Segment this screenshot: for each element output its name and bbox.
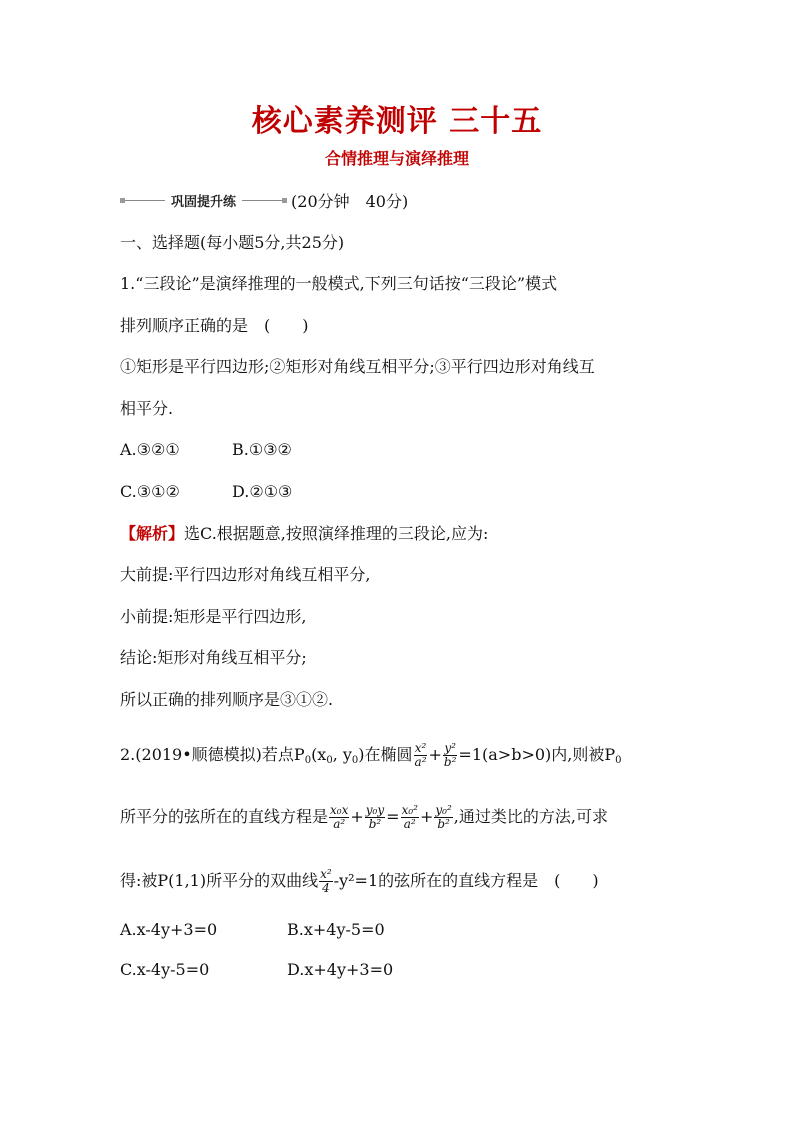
q1-analysis (120, 524, 488, 544)
fraction (319, 868, 333, 895)
equals-sign: = (386, 807, 400, 826)
fraction-numerator: x² (320, 867, 332, 881)
page-subtitle: 合情推理与演绎推理 (324, 149, 469, 168)
fraction-denominator: a² (333, 817, 346, 831)
q1-line3: ①矩形是平行四边形;②矩形对角线互相平分;③平行四边形对角线互 (120, 357, 595, 376)
bar-dot-right (282, 198, 287, 203)
q2-text: )在椭圆 (358, 745, 413, 764)
q2-line3 (120, 868, 599, 895)
q2-text: =1(a>b>0)内,则被P (458, 745, 616, 764)
section-time: (20分钟 40分) (291, 191, 409, 211)
fraction-numerator: y₀y (365, 803, 385, 817)
q1-minor-premise: 小前提:矩形是平行四边形, (120, 607, 307, 626)
q1-options-row2 (120, 482, 292, 502)
fraction-numerator: x² (414, 741, 427, 755)
analysis-tag: 【解析】 (120, 524, 185, 543)
q1-conclusion: 结论:矩形对角线互相平分; (120, 648, 307, 667)
q1-line2: 排列顺序正确的是 ( ) (120, 316, 309, 335)
fraction-denominator: 4 (322, 881, 330, 895)
analysis-text: 选C.根据题意,按照演绎推理的三段论,应为: (184, 524, 489, 543)
q1-option-a: A.③②① (120, 440, 180, 459)
section-label: 巩固提升练 (171, 194, 237, 210)
q2-text: -y²=1的弦所在的直线方程是 ( ) (333, 871, 599, 890)
fraction-denominator: b² (443, 755, 457, 769)
q1-option-b: B.①③② (232, 440, 292, 459)
fraction-denominator: b² (368, 817, 382, 831)
q2-option-a: A.x-4y+3=0 (120, 920, 218, 939)
q2-line1 (120, 742, 622, 769)
q2-text: ,通过类比的方法,可求 (453, 807, 608, 826)
fraction-numerator: y² (444, 741, 456, 755)
fraction-denominator: a² (414, 755, 427, 769)
fraction (443, 742, 458, 769)
q2-line2 (120, 804, 608, 831)
q2-option-d: D.x+4y+3=0 (287, 960, 394, 979)
q1-option-c: C.③①② (120, 482, 180, 501)
bar-line-right (242, 200, 282, 201)
q1-order: 所以正确的排列顺序是③①②. (120, 690, 334, 709)
fraction (401, 804, 419, 831)
fraction-numerator: x₀x (330, 803, 349, 817)
q2-text: 2.(2019•顺德模拟)若点P (120, 745, 305, 764)
q2-text: (x (311, 745, 327, 764)
fraction (329, 804, 349, 831)
q2-text: 所平分的弦所在的直线方程是 (120, 807, 329, 826)
fraction-denominator: a² (403, 817, 416, 831)
subscript: 0 (615, 755, 622, 766)
plus-sign: + (350, 807, 364, 826)
q1-option-d: D.②①③ (232, 482, 293, 501)
q2-text: 得:被P(1,1)所平分的双曲线 (120, 871, 319, 890)
q2-text: , y (332, 745, 352, 764)
q2-options-row1 (120, 920, 385, 940)
fraction (365, 804, 385, 831)
plus-sign: + (428, 745, 442, 764)
q1-major-premise: 大前提:平行四边形对角线互相平分, (120, 565, 371, 584)
part-heading: 一、选择题(每小题5分,共25分) (120, 233, 345, 252)
plus-sign: + (419, 807, 434, 826)
fraction-numerator: y₀² (435, 803, 452, 817)
section-bar (120, 188, 408, 212)
subscript: 0 (326, 755, 333, 766)
subscript: 0 (304, 755, 312, 766)
fraction (434, 804, 452, 831)
subscript: 0 (351, 755, 359, 766)
q2-option-b: B.x+4y-5=0 (287, 920, 385, 939)
page-title: 核心素养测评 三十五 (251, 104, 543, 139)
bar-line-left (125, 200, 165, 201)
q1-line1: 1.“三段论”是演绎推理的一般模式,下列三句话按“三段论”模式 (120, 274, 558, 293)
q2-option-c: C.x-4y-5=0 (120, 960, 210, 979)
q1-line4: 相平分. (120, 399, 174, 418)
fraction (414, 742, 428, 769)
fraction-numerator: x₀² (401, 803, 418, 817)
fraction-denominator: b² (437, 817, 450, 831)
q1-options-row1 (120, 440, 292, 460)
q2-options-row2 (120, 960, 393, 980)
